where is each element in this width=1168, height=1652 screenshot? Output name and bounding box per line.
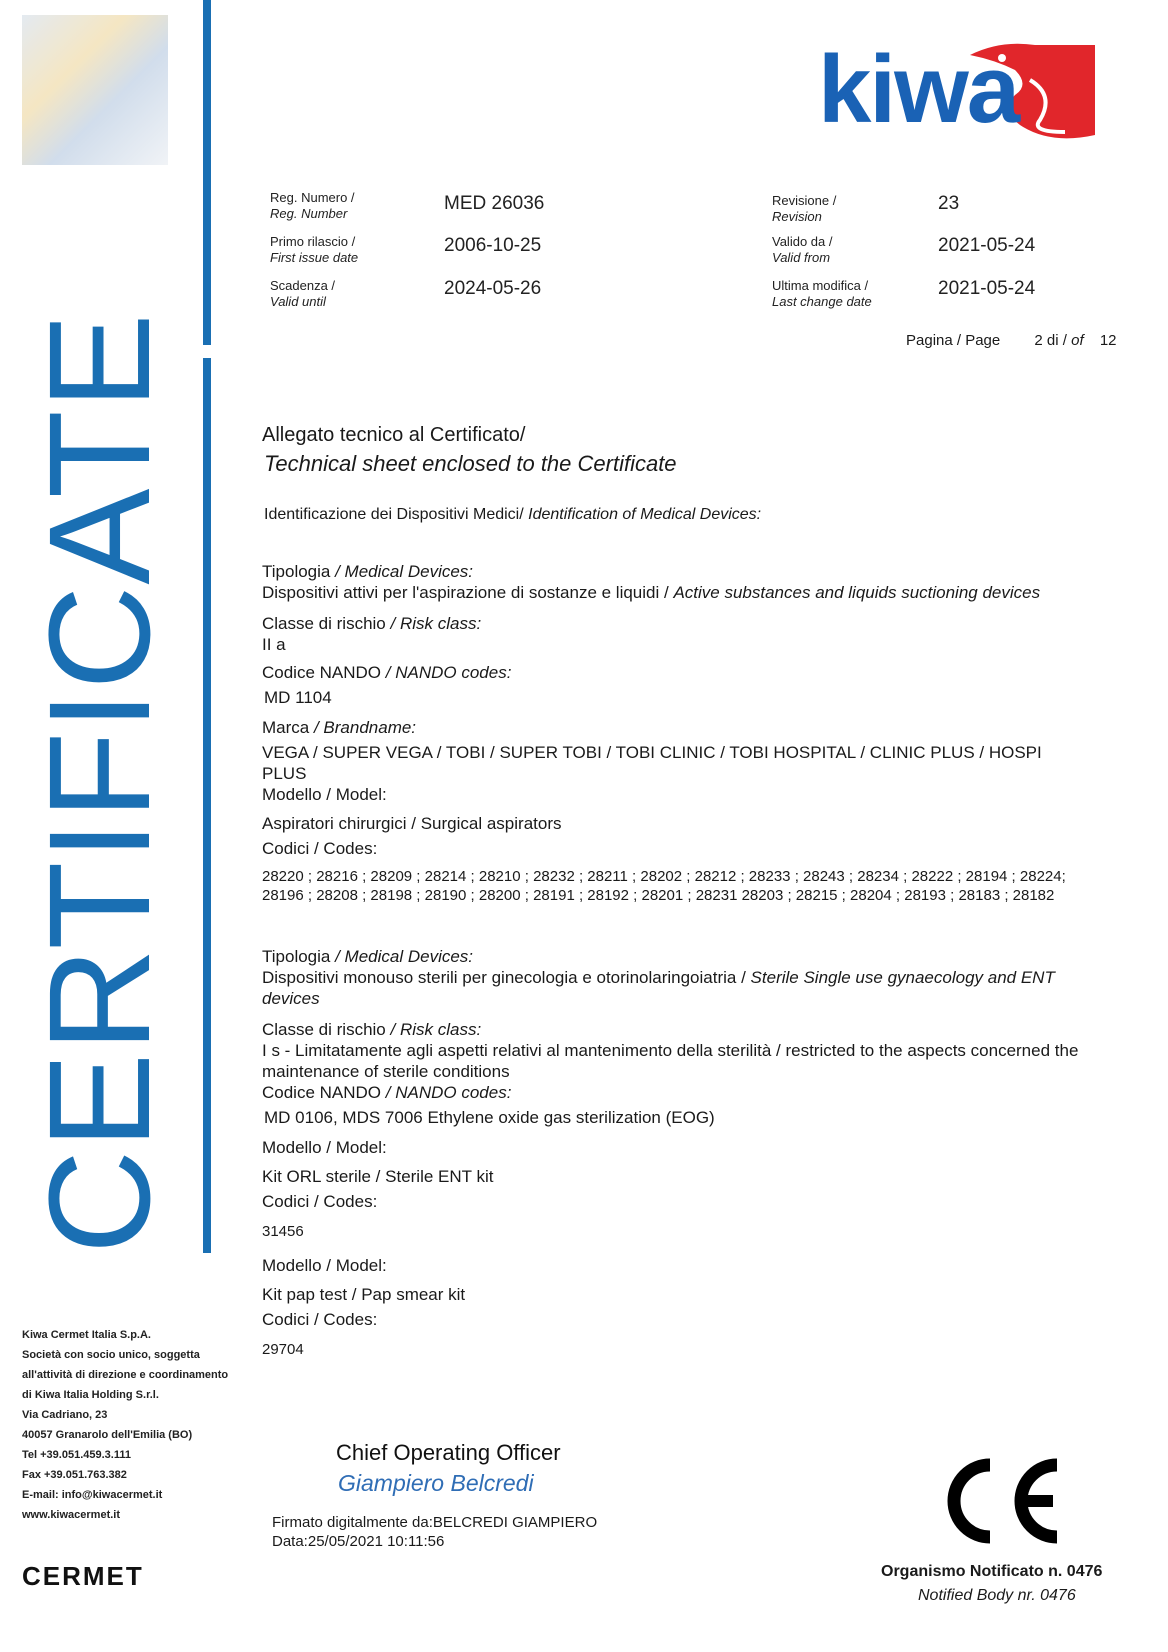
label-it: Scadenza / <box>270 278 336 293</box>
decorative-image <box>22 15 168 165</box>
page-indicator <box>906 332 1117 349</box>
reg-number-label <box>270 190 355 222</box>
valid-from-label <box>772 234 832 266</box>
label: Codici <box>262 839 310 858</box>
cermet-logo: CERMET <box>22 1561 144 1591</box>
label-en: / Brandname: <box>313 718 417 737</box>
s2-codes2-label <box>262 1309 1142 1330</box>
company-address <box>22 1325 252 1525</box>
s1-codes-line: 28196 ; 28208 ; 28198 ; 28190 ; 28200 ; 28191 ; 28192 ; 28201 ; 28231 28203 ; 28215 ; 28204 ; 28193 ; 28183 ; 28182 <box>262 887 1055 904</box>
s2-tip-value-cont: devices <box>262 989 320 1008</box>
address-line: Tel +39.051.459.3.111 <box>22 1449 131 1461</box>
certificate-vertical-title: CERTIFICATE <box>19 312 180 1254</box>
page-current: 2 di / <box>1034 332 1067 349</box>
section-2 <box>262 946 1142 1359</box>
page-label: Pagina / Page <box>906 332 1001 349</box>
ident-label: Identificazione dei Dispositivi Medici/ <box>264 506 524 523</box>
label-en: / Codes: <box>313 839 378 858</box>
first-issue-label <box>270 234 358 266</box>
s2-codes2-value: 29704 <box>262 1341 304 1358</box>
s2-codes1-value: 31456 <box>262 1223 304 1240</box>
label: Codice NANDO <box>262 663 382 682</box>
page-of: of <box>1071 332 1084 349</box>
notified-body-it: Organismo Notificato n. 0476 <box>881 1563 1103 1580</box>
label-en: / Risk class: <box>390 1020 482 1039</box>
address-line: Kiwa Cermet Italia S.p.A. <box>22 1329 151 1341</box>
valid-from-value: 2021-05-24 <box>938 235 1036 256</box>
ce-mark-icon <box>935 1455 1065 1547</box>
section-1 <box>262 561 1142 905</box>
last-change-label <box>772 278 872 310</box>
page-total: 12 <box>1099 332 1117 349</box>
reg-number-value: MED 26036 <box>444 193 545 214</box>
notified-body-en: Notified Body nr. 0476 <box>918 1587 1076 1604</box>
s2-model2-label <box>262 1255 1142 1276</box>
s2-nando-label <box>262 1082 1142 1103</box>
label-en: / NANDO codes: <box>385 1083 512 1102</box>
address-line: Fax +39.051.763.382 <box>22 1469 127 1481</box>
value-en: Active substances and liquids suctioning devices <box>673 583 1041 602</box>
label: Tipologia <box>262 562 331 581</box>
s2-class-value-cont: maintenance of sterile conditions <box>262 1062 510 1081</box>
s1-codes-line: 28220 ; 28216 ; 28209 ; 28214 ; 28210 ; 28232 ; 28211 ; 28202 ; 28212 ; 28233 ; 28243 ; 28234 ; 28222 ; 28194 ; 28224; <box>262 868 1066 885</box>
s1-tip-label <box>262 561 1142 582</box>
signer-name: Giampiero Belcredi <box>338 1470 534 1496</box>
label-en: Valid until <box>270 294 326 309</box>
label-en: Reg. Number <box>270 206 348 221</box>
label-en: / Model: <box>326 1138 387 1157</box>
label-it: Primo rilascio / <box>270 234 356 249</box>
document-title-en: Technical sheet enclosed to the Certificate <box>264 451 677 476</box>
s2-class-value: I s - Limitatamente agli aspetti relativi al mantenimento della sterilità / restricted to the aspects concerned the <box>262 1041 1079 1060</box>
label-en: / Medical Devices: <box>335 947 474 966</box>
label-en: / Model: <box>326 785 387 804</box>
label-en: Last change date <box>772 294 872 309</box>
s1-nando-label <box>262 662 1142 683</box>
vertical-accent-line <box>203 358 211 1253</box>
s1-brand-value: VEGA / SUPER VEGA / TOBI / SUPER TOBI / TOBI CLINIC / TOBI HOSPITAL / CLINIC PLUS / HOSPI <box>262 743 1042 762</box>
address-line: di Kiwa Italia Holding S.r.l. <box>22 1389 159 1401</box>
last-change-value: 2021-05-24 <box>938 278 1036 299</box>
revision-value: 23 <box>938 193 960 214</box>
vertical-accent-line <box>203 0 211 345</box>
s2-class-label <box>262 1019 1142 1040</box>
s2-tip-label <box>262 946 1142 967</box>
label: Codice NANDO <box>262 1083 382 1102</box>
revision-label <box>772 193 836 225</box>
value: Dispositivi monouso sterili per ginecologia e otorinolaringoiatria / <box>262 968 746 987</box>
s2-model2-value: Kit pap test / Pap smear kit <box>262 1285 466 1304</box>
s1-tip-value <box>262 582 1142 603</box>
s2-nando-value: MD 0106, MDS 7006 Ethylene oxide gas sterilization (EOG) <box>264 1108 715 1127</box>
label-it: Reg. Numero / <box>270 190 355 205</box>
label: Classe di rischio <box>262 1020 386 1039</box>
label: Modello <box>262 785 322 804</box>
s2-codes1-label <box>262 1191 1142 1212</box>
address-line: E-mail: info@kiwacermet.it <box>22 1489 163 1501</box>
s2-model1-value: Kit ORL sterile / Sterile ENT kit <box>262 1167 494 1186</box>
s2-tip-value <box>262 967 1142 988</box>
label-en: / Codes: <box>313 1310 378 1329</box>
label: Codici <box>262 1192 310 1211</box>
address-line: Via Cadriano, 23 <box>22 1409 108 1421</box>
label-en: / Codes: <box>313 1192 378 1211</box>
first-issue-value: 2006-10-25 <box>444 235 542 256</box>
label-en: / Medical Devices: <box>335 562 474 581</box>
s1-codes-label <box>262 838 1142 859</box>
label: Marca <box>262 718 310 737</box>
s1-model-value: Aspiratori chirurgici / Surgical aspirators <box>262 814 562 833</box>
label-it: Valido da / <box>772 234 833 249</box>
signed-by: Firmato digitalmente da:BELCREDI GIAMPIERO <box>272 1514 598 1531</box>
label: Modello <box>262 1256 322 1275</box>
address-line: www.kiwacermet.it <box>22 1509 121 1521</box>
s1-model-label <box>262 784 1142 805</box>
label-en: First issue date <box>270 250 359 265</box>
s1-class-value: II a <box>262 635 286 654</box>
label: Tipologia <box>262 947 331 966</box>
ident-label-en: Identification of Medical Devices: <box>528 506 762 523</box>
label: Codici <box>262 1310 310 1329</box>
document-title: Allegato tecnico al Certificato/ <box>262 424 526 446</box>
valid-until-value: 2024-05-26 <box>444 278 542 299</box>
value: Dispositivi attivi per l'aspirazione di sostanze e liquidi / <box>262 583 669 602</box>
address-line: Società con socio unico, soggetta <box>22 1349 200 1361</box>
signature-date: Data:25/05/2021 10:11:56 <box>272 1533 445 1550</box>
label-en: Valid from <box>772 250 831 265</box>
address-line: all'attività di direzione e coordinamento <box>22 1369 229 1381</box>
kiwa-logo-text: kiwa <box>818 36 1019 143</box>
label-en: Revision <box>772 209 822 224</box>
label-en: / Model: <box>326 1256 387 1275</box>
address-line: 40057 Granarolo dell'Emilia (BO) <box>22 1429 193 1441</box>
valid-until-label <box>270 278 335 310</box>
signer-role: Chief Operating Officer <box>336 1440 561 1465</box>
label-it: Ultima modifica / <box>772 278 869 293</box>
label-it: Revisione / <box>772 193 837 208</box>
digital-signature <box>272 1513 597 1551</box>
label-en: / NANDO codes: <box>385 663 512 682</box>
label-en: / Risk class: <box>390 614 482 633</box>
s1-class-label <box>262 613 1142 634</box>
label: Classe di rischio <box>262 614 386 633</box>
s1-brand-label <box>262 717 1142 738</box>
s1-nando-value: MD 1104 <box>264 688 332 707</box>
identification-heading <box>264 505 761 525</box>
value-en: Sterile Single use gynaecology and ENT <box>750 968 1055 987</box>
s1-brand-value-cont: PLUS <box>262 764 307 783</box>
s2-model1-label <box>262 1137 1142 1158</box>
label: Modello <box>262 1138 322 1157</box>
